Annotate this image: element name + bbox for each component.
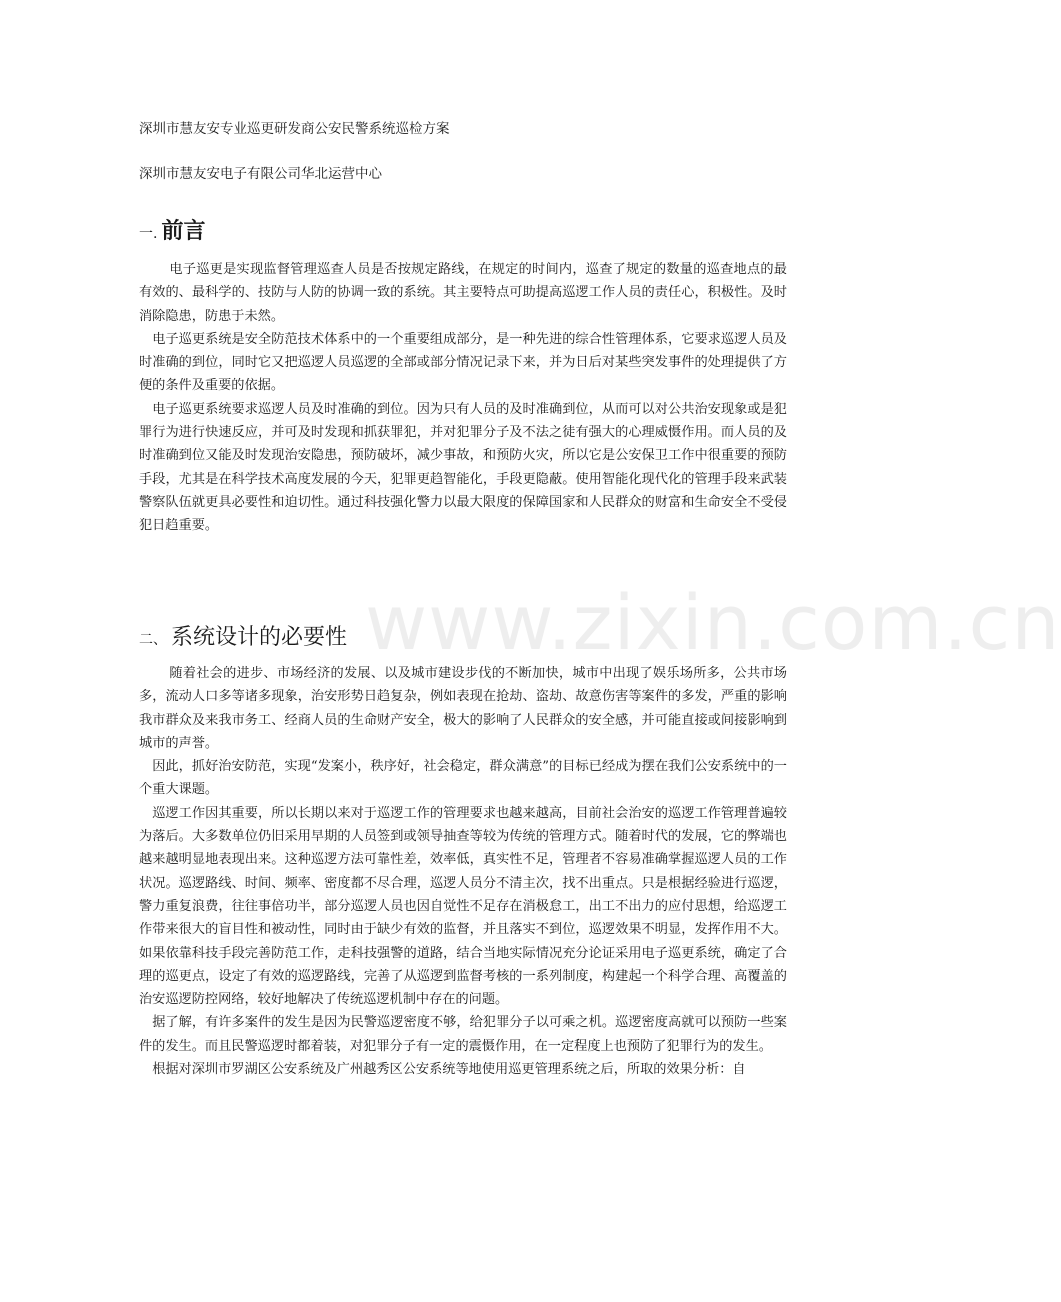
paragraph: 据了解，有许多案件的发生是因为民警巡逻密度不够，给犯罪分子以可乘之机。巡逻密度高就可以预防一些案件的发生。而且民警巡逻时都着装，对犯罪分子有一定的震慑作用，在一定程度上也预防了犯罪行为的发生。 bbox=[139, 1015, 787, 1054]
paragraph: 电子巡更系统是安全防范技术体系中的一个重要组成部分，是一种先进的综合性管理体系，它要求巡逻人员及时准确的到位，同时它又把巡逻人员巡逻的全部或部分情况记录下来，并为日后对某些突发事件的处理提供了方便的条件及重要的依据。 bbox=[139, 331, 787, 394]
section-body-necessity bbox=[139, 662, 787, 1081]
paragraph: 根据对深圳市罗湖区公安系统及广州越秀区公安系统等地使用巡更管理系统之后，所取的效果分析：自 bbox=[152, 1062, 746, 1078]
watermark: www.zixin.com.cn bbox=[365, 578, 1061, 667]
section-heading-necessity bbox=[139, 620, 347, 651]
paragraph: 电子巡更是实现监督管理巡查人员是否按规定路线，在规定的时间内，巡查了规定的数量的巡查地点的最有效的、最科学的、技防与人防的协调一致的系统。其主要特点可助提高巡逻工作人员的责任心，积极性。及时消除隐患，防患于未然。 bbox=[139, 262, 787, 324]
document-organization: 深圳市慧友安电子有限公司华北运营中心 bbox=[139, 166, 382, 182]
paragraph: 因此，抓好治安防范，实现“发案小，秩序好，社会稳定，群众满意”的目标已经成为摆在我们公安系统中的一个重大课题。 bbox=[139, 759, 787, 798]
section-body-preface bbox=[139, 258, 787, 538]
section-heading-preface bbox=[139, 214, 205, 245]
paragraph: 随着社会的进步、市场经济的发展、以及城市建设步伐的不断加快，城市中出现了娱乐场所多，公共市场多，流动人口多等诸多现象，治安形势日趋复杂，例如表现在抢劫、盗劫、故意伤害等案件的多发，严重的影响我市群众及来我市务工、经商人员的生命财产安全，极大的影响了人民群众的安全感，并可能直接或间接影响到城市的声誉。 bbox=[139, 666, 787, 751]
section-title: 系统设计的必要性 bbox=[171, 625, 348, 650]
document-title: 深圳市慧友安专业巡更研发商公安民警系统巡检方案 bbox=[139, 121, 450, 137]
paragraph: 电子巡更系统要求巡逻人员及时准确的到位。因为只有人员的及时准确到位，从而可以对公共治安现象或是犯罪行为进行快速反应，并可及时发现和抓获罪犯，并对犯罪分子及不法之徒有强大的心理威慑作用。而人员的及时准确到位又能及时发现治安隐患，预防破坏，减少事故，和预防火灾，所以它是公安保卫工作中很重要的预防手段，尤其是在科学技术高度发展的今天，犯罪更趋智能化，手段更隐蔽。使用智能化现代化的管理手段来武装警察队伍就更具必要性和迫切性。通过科技强化警力以最大限度的保障国家和人民群众的财富和生命安全不受侵犯日趋重要。 bbox=[139, 401, 787, 534]
section-number: 二、 bbox=[139, 632, 167, 648]
section-title: 前言 bbox=[161, 219, 206, 244]
section-number: 一. bbox=[139, 226, 158, 242]
paragraph: 巡逻工作因其重要，所以长期以来对于巡逻工作的管理要求也越来越高，目前社会治安的巡逻工作管理普遍较为落后。大多数单位仍旧采用早期的人员签到或领导抽查等较为传统的管理方式。随着时代的发展，它的弊端也越来越明显地表现出来。这种巡逻方法可靠性差，效率低，真实性不足，管理者不容易准确掌握巡逻人员的工作状况。巡逻路线、时间、频率、密度都不尽合理，巡逻人员分不清主次，找不出重点。只是根据经验进行巡逻，警力重复浪费，往往事倍功半，部分巡逻人员也因自觉性不足存在消极怠工，出工不出力的应付思想，给巡逻工作带来很大的盲目性和被动性，同时由于缺少有效的监督，并且落实不到位，巡逻效果不明显，发挥作用不大。如果依靠科技手段完善防范工作，走科技强警的道路，结合当地实际情况充分论证采用电子巡更系统，确定了合理的巡更点，设定了有效的巡逻路线，完善了从巡逻到监督考核的一系列制度，构建起一个科学合理、高覆盖的治安巡逻防控网络，较好地解决了传统巡逻机制中存在的问题。 bbox=[139, 805, 787, 1008]
